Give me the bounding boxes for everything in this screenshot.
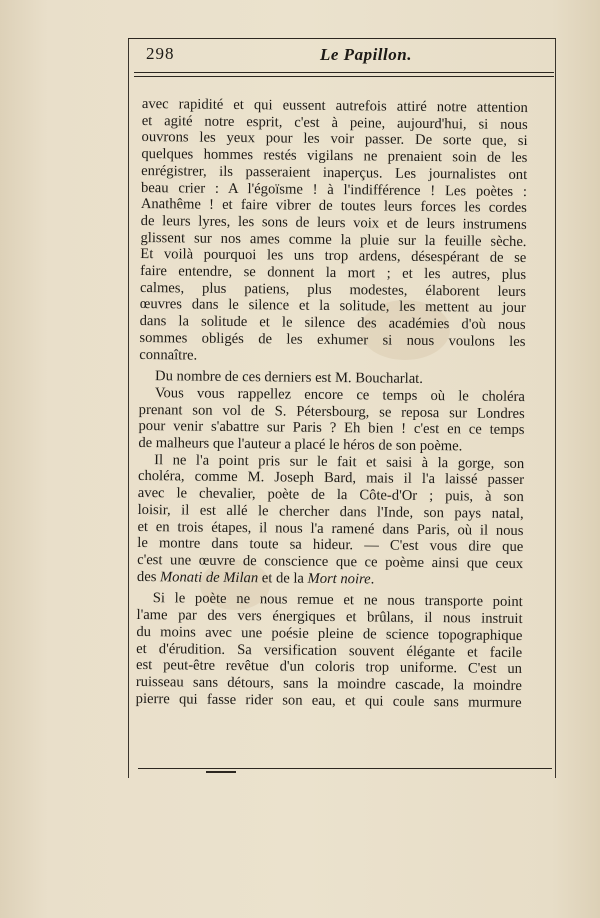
paragraph-3 [138,385,525,456]
text-line: Vous vous rappellez encore ce temps où le choléra [154,385,525,405]
page-number: 298 [146,44,175,63]
header-rule [134,72,554,73]
footer-rule [138,768,552,769]
body-text [136,96,528,711]
work-title: Monati de Milan [159,568,259,586]
text-line: de leurs lyres, les sons de leurs voix et de leurs instrumens [140,212,527,233]
text-line: œuvres dans le silence et la solitude, les mettent au jour [139,296,526,317]
paragraph-1 [139,96,528,367]
text-line: ouvrons les yeux pour les voir passer. De sorte que, si [141,129,528,150]
text-line: c'est une œuvre de conscience que ce poème ainsi que ceux [137,551,524,573]
text-line: pierre qui fasse rider son eau, et qui coule sans murmure [135,690,522,711]
text-line: loisir, il est allé le chercher dans l'Inde, son pays natal, [137,501,524,522]
text-line: du moins avec une poésie pleine de science topographique [136,623,523,644]
text-line: Si le poète ne nous remue et ne nous transporte point [152,590,523,611]
page-header [140,44,550,70]
text-line: avec le chevalier, poète de la Côte-d'Or ; puis, à son [137,485,524,506]
paragraph-4 [137,452,524,590]
text-line: beau crier : A l'égoïsme ! à l'indifférence ! Les poètes : [140,179,528,200]
top-rule [128,38,556,39]
text-line: et d'érudition. Sa versification souvent élégante et facile [136,640,523,661]
text-line: faire entendre, se donnent la mort ; et les autres, plus [140,263,527,284]
text-line: choléra, comme M. Joseph Bard, mais il l'a laissé passer [137,468,525,489]
text-line: et en trois étapes, il nous l'a ramené dans Paris, où il nous [137,518,524,539]
text-line: sommes obligés de les exhumer si nous voulons les [139,329,526,350]
text-line: ruisseau sans détours, sans la moindre cascade, la moindre [135,673,522,694]
text-line: pour venir s'abattre sur Paris ? Eh bien ! c'est en ce temps [138,418,525,439]
text-line: connaître. [139,346,198,364]
text-line: glissent sur nos ames comme la pluie sur la feuille sèche. [140,229,527,250]
text-line: enrégistrer, ils passeraient inaperçus. Les journalistes ont [141,162,528,183]
text-fragment: et de la [258,569,308,587]
text-line: Du nombre de ces derniers est M. Boucharlat. [154,368,424,388]
text-line: et agité notre esprit, c'est à peine, aujourd'hui, si nous [141,112,528,133]
text-line: dans la solitude et le silence des académies d'où nous [139,313,526,334]
text-line: quelques hommes restés vigilans ne prenaient soin de les [141,146,528,167]
header-rule-thin [134,76,554,77]
text-line: le montre dans toute sa hideur. — C'est vous dire que [137,535,524,556]
text-line: l'ame par des vers énergiques et brûlans, il nous instruit [136,607,523,628]
text-line: calmes, plus patiens, plus modestes, élaborent leurs [139,279,527,300]
work-title: Mort noire [307,570,371,588]
text-line: prenant son vol de S. Pétersbourg, se reposa sur Londres [138,401,525,422]
text-fragment: des [136,568,161,585]
paragraph-5 [136,590,523,711]
text-fragment: . [370,571,375,588]
text-line: Et voilà pourquoi les uns trop ardens, désespérant de se [140,246,527,267]
footer-rule-ornament [206,771,236,773]
text-line: Il ne l'a point pris sur le fait et saisi à la gorge, son [154,451,525,472]
text-line: avec rapidité et qui eussent autrefois attiré notre attention [141,96,528,117]
text-line: est peut-être revêtue d'un coloris trop uniforme. C'est un [135,657,523,678]
text-line: Anathême ! et faire vibrer de toutes leurs forces les cordes [140,196,527,217]
running-title: Le Papillon. [320,45,412,64]
text-line: de malheurs que l'auteur a placé le héros de son poème. [138,435,463,455]
